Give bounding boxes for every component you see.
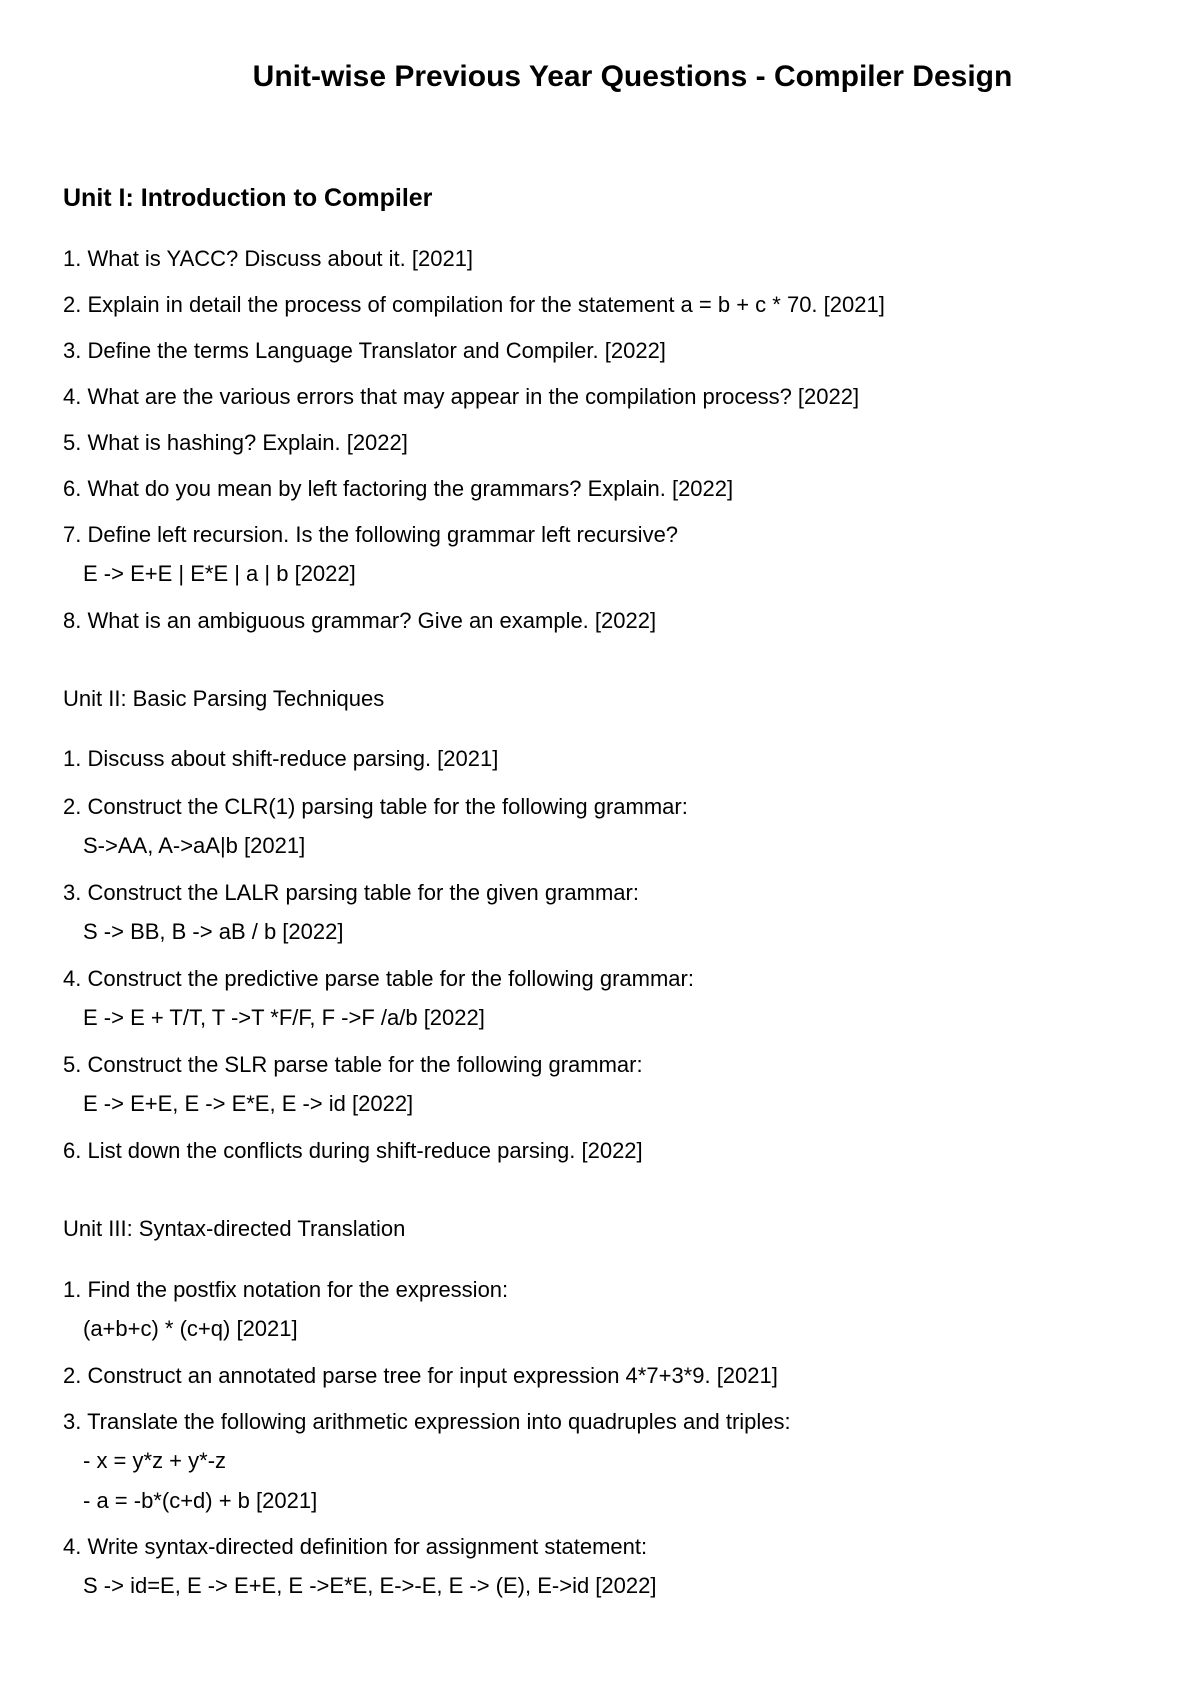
question-text: 4. Construct the predictive parse table for the following grammar:: [63, 966, 694, 991]
question-continuation: - x = y*z + y*-z: [83, 1448, 227, 1473]
unit-heading: Unit II: Basic Parsing Techniques: [63, 686, 385, 711]
question-text: 3. Construct the LALR parsing table for the given grammar:: [63, 880, 639, 905]
question-text: 2. Construct an annotated parse tree for input expression 4*7+3*9. [2021]: [63, 1363, 778, 1388]
question-continuation: E -> E + T/T, T ->T *F/F, F ->F /a/b [2022]: [83, 1005, 485, 1030]
question-continuation: S->AA, A->aA|b [2021]: [83, 833, 306, 858]
question-text: 1. What is YACC? Discuss about it. [2021]: [63, 246, 474, 271]
question-text: 1. Discuss about shift-reduce parsing. [2021]: [63, 746, 499, 771]
question-text: 2. Construct the CLR(1) parsing table for the following grammar:: [63, 794, 688, 819]
question-text: 6. What do you mean by left factoring the grammars? Explain. [2022]: [63, 476, 734, 501]
question-continuation: S -> BB, B -> aB / b [2022]: [83, 919, 344, 944]
question-continuation: E -> E+E | E*E | a | b [2022]: [83, 561, 356, 586]
question-continuation: (a+b+c) * (c+q) [2021]: [83, 1316, 298, 1341]
question-continuation: S -> id=E, E -> E+E, E ->E*E, E->-E, E -> (E), E->id [2022]: [83, 1573, 657, 1598]
question-continuation: E -> E+E, E -> E*E, E -> id [2022]: [83, 1091, 414, 1116]
document-title: Unit-wise Previous Year Questions - Compiler Design: [252, 60, 1013, 93]
question-continuation: - a = -b*(c+d) + b [2021]: [83, 1488, 318, 1513]
unit-heading: Unit III: Syntax-directed Translation: [63, 1216, 406, 1241]
question-text: 3. Translate the following arithmetic expression into quadruples and triples:: [63, 1409, 791, 1434]
question-text: 6. List down the conflicts during shift-reduce parsing. [2022]: [63, 1138, 643, 1163]
question-text: 4. What are the various errors that may appear in the compilation process? [2022]: [63, 384, 860, 409]
question-text: 3. Define the terms Language Translator and Compiler. [2022]: [63, 338, 666, 363]
question-text: 4. Write syntax-directed definition for assignment statement:: [63, 1534, 648, 1559]
question-text: 8. What is an ambiguous grammar? Give an example. [2022]: [63, 608, 657, 633]
unit-heading: Unit I: Introduction to Compiler: [63, 184, 433, 212]
question-text: 1. Find the postfix notation for the expression:: [63, 1277, 509, 1302]
question-text: 5. What is hashing? Explain. [2022]: [63, 430, 408, 455]
question-text: 5. Construct the SLR parse table for the following grammar:: [63, 1052, 643, 1077]
question-text: 7. Define left recursion. Is the following grammar left recursive?: [63, 522, 679, 547]
question-text: 2. Explain in detail the process of compilation for the statement a = b + c * 70. [2021]: [63, 292, 885, 317]
